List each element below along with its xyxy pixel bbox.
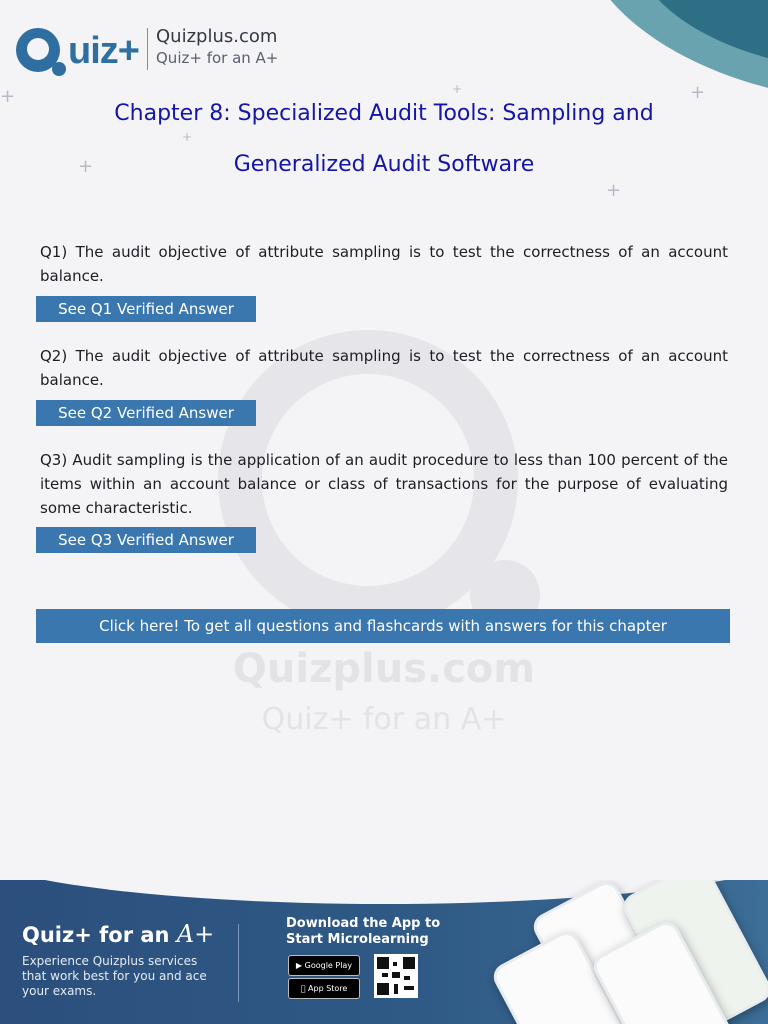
app-store-label: App Store [304, 984, 344, 993]
plus-decoration: + [78, 156, 94, 177]
plus-decoration: + [0, 86, 16, 107]
watermark-site-name: Quizplus.com [232, 646, 536, 692]
google-play-icon: ▶ [295, 961, 303, 970]
question-3-text: Q3) Audit sampling is the application of an audit procedure to less than 100 percent of the items within an account balance or class of transactions for the purpose of evaluating some characteristic. [40, 451, 728, 517]
footer-download-line1: Download the App to [286, 916, 441, 931]
footer-description: Experience Quizplus services that work best for you and ace your exams. [22, 954, 207, 998]
apple-icon [301, 984, 306, 993]
plus-decoration: + [452, 82, 463, 96]
page-title [60, 88, 708, 190]
footer-separator [238, 924, 239, 1002]
app-store-badge[interactable] [288, 978, 360, 999]
see-q1-answer-button[interactable]: See Q1 Verified Answer [36, 296, 256, 322]
logo-text: uiz+ [68, 30, 139, 72]
footer-banner [0, 880, 768, 1024]
plus-decoration: + [182, 130, 193, 144]
plus-decoration: + [690, 82, 706, 103]
all-questions-cta-button[interactable]: Click here! To get all questions and flashcards with answers for this chapter [36, 609, 730, 643]
footer-brand-aplus: A+ [176, 920, 215, 948]
question-1-text: Q1) The audit objective of attribute sampling is to test the correctness of an account balance. [40, 243, 728, 285]
logo-q-dot [52, 62, 66, 76]
question-2-text: Q2) The audit objective of attribute sampling is to test the correctness of an account balance. [40, 347, 728, 389]
header-divider [147, 28, 148, 70]
google-play-badge[interactable] [288, 955, 360, 976]
site-tagline: Quiz+ for an A+ [156, 49, 279, 67]
see-q2-answer-button[interactable]: See Q2 Verified Answer [36, 400, 256, 426]
footer-download-text [286, 916, 456, 948]
site-name: Quizplus.com [156, 26, 278, 47]
google-play-label: Google Play [304, 961, 353, 970]
quizplus-logo[interactable] [16, 28, 152, 78]
qr-code[interactable] [374, 954, 418, 998]
see-q3-answer-button[interactable]: See Q3 Verified Answer [36, 527, 256, 553]
page-title-line2: Generalized Audit Software [233, 152, 535, 177]
plus-decoration: + [606, 180, 622, 201]
watermark-tagline: Quiz+ for an A+ [261, 702, 507, 737]
page-title-line1: Chapter 8: Specialized Audit Tools: Sampling and [114, 101, 654, 126]
footer-brand-text: Quiz+ for an [22, 923, 177, 947]
footer-download-line2: Start Microlearning [286, 932, 429, 947]
footer-brand [22, 920, 214, 948]
